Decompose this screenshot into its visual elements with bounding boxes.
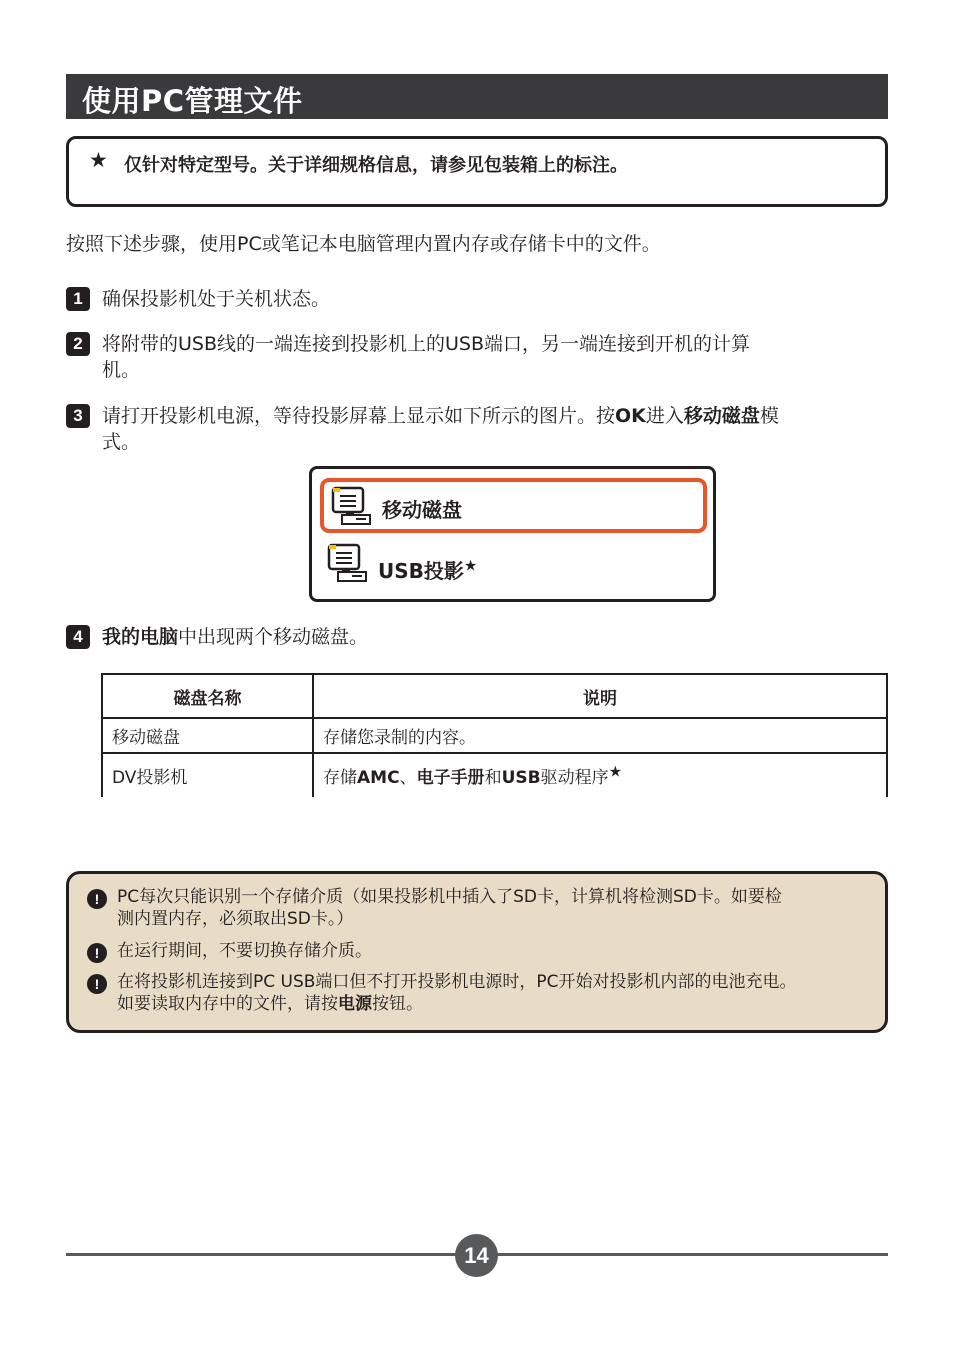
exclamation-icon: !	[87, 974, 107, 994]
disk-table	[101, 673, 888, 797]
menu-item-label: 移动磁盘	[382, 498, 462, 522]
step-number: 4	[66, 625, 90, 649]
page-title-bar	[66, 74, 888, 119]
my-computer-label: 我的电脑	[102, 626, 179, 648]
power-button-label: 电源	[338, 994, 372, 1014]
step-number: 1	[66, 287, 90, 311]
model-note-box	[66, 136, 888, 207]
table-cell: DV投影机	[102, 753, 313, 797]
menu-item-usb-projection	[320, 539, 707, 594]
computer-icon	[330, 485, 376, 529]
step-number: 3	[66, 404, 90, 428]
page-title: 使用PC管理文件	[82, 84, 303, 118]
exclamation-icon: !	[87, 889, 107, 909]
star-icon: ★	[89, 148, 108, 172]
table-header: 说明	[313, 674, 887, 718]
step-text: 确保投影机处于关机状态。	[102, 288, 331, 310]
table-row	[102, 718, 887, 753]
table-cell: 存储您录制的内容。	[313, 718, 887, 753]
warning-text: 在运行期间，不要切换存储介质。	[117, 941, 372, 961]
mode-menu-illustration	[309, 466, 716, 602]
table-cell: 移动磁盘	[102, 718, 313, 753]
footer-divider-right	[495, 1253, 888, 1256]
ok-key-label: OK	[615, 405, 646, 427]
star-icon: ★	[463, 556, 478, 575]
table-header-row	[102, 674, 887, 718]
table-cell: 存储AMC、电子手册和USB驱动程序★	[313, 753, 887, 797]
step-number: 2	[66, 332, 90, 356]
table-header: 磁盘名称	[102, 674, 313, 718]
intro-text: 按照下述步骤，使用PC或笔记本电脑管理内置内存或存储卡中的文件。	[66, 233, 661, 255]
menu-item-removable-disk	[320, 478, 707, 533]
menu-item-label: USB投影★	[378, 556, 478, 583]
footer-divider-left	[66, 1253, 458, 1256]
step-text: 将附带的USB线的一端连接到投影机上的USB端口，另一端连接到开机的计算 机。	[102, 333, 751, 381]
table-row	[102, 753, 887, 797]
warning-box	[66, 871, 888, 1033]
star-icon: ★	[608, 762, 623, 781]
page-number: 14	[455, 1234, 498, 1277]
exclamation-icon: !	[87, 943, 107, 963]
step-text: 我的电脑中出现两个移动磁盘。	[102, 626, 369, 648]
computer-icon	[326, 542, 372, 586]
warning-text: PC每次只能识别一个存储介质（如果投影机中插入了SD卡，计算机将检测SD卡。如要检 测内置内存，必须取出SD卡。）	[117, 887, 782, 929]
warning-text: 在将投影机连接到PC USB端口但不打开投影机电源时，PC开始对投影机内部的电池充电。 如要读取内存中的文件，请按电源按钮。	[117, 972, 797, 1014]
mode-name: 移动磁盘	[683, 405, 760, 427]
model-note-text: 仅针对特定型号。关于详细规格信息，请参见包装箱上的标注。	[124, 155, 628, 176]
step-text: 请打开投影机电源，等待投影屏幕上显示如下所示的图片。按OK进入移动磁盘模 式。	[102, 405, 779, 453]
